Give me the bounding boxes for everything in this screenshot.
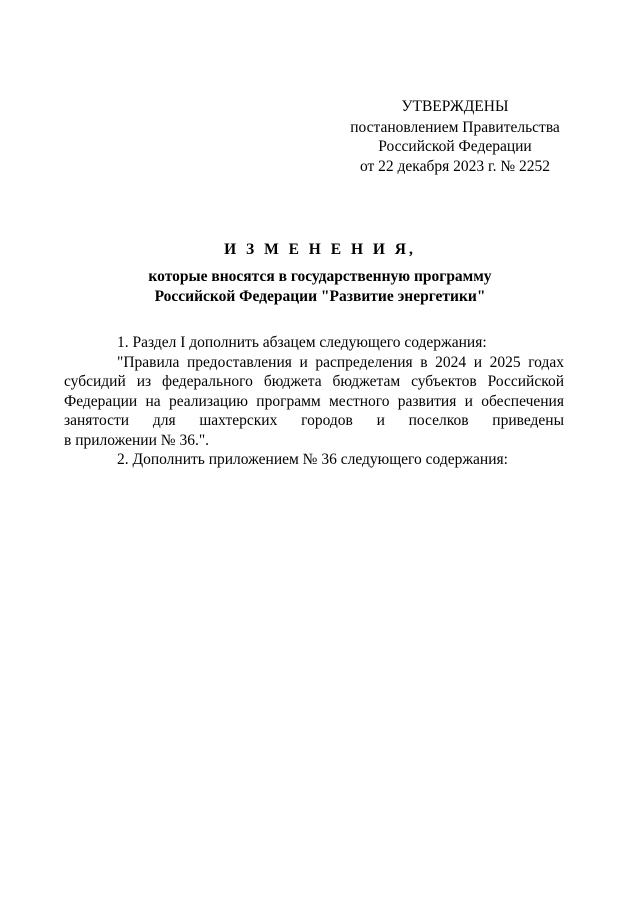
approval-heading: УТВЕРЖДЕНЫ [401,98,509,115]
document-title: И З М Е Н Е Н И Я, [224,241,416,258]
approval-block [340,97,570,176]
approval-line-2: Российской Федерации [378,138,532,155]
approval-line-1: постановлением Правительства [350,118,560,136]
document-body [64,333,564,470]
paragraph-quote-part-1: "Правила предоставления и распределения в 2024 и 2025 годах субсидий из федерального бюджета бюджетам субъектов Российской Федерации на реализацию программ местного развития и обеспечения занятости для шахтерских городов и поселков приведены [64,353,564,429]
document-subtitle [64,267,576,306]
paragraph-item-2: 2. Дополнить приложением № 36 следующего содержания: [117,451,508,468]
approval-line-3: от 22 декабря 2023 г. № 2252 [359,157,551,175]
paragraph-quote-part-2: в приложении № 36.". [64,431,210,449]
subtitle-line-2: Российской Федерации "Развитие энергетики" [154,287,486,305]
subtitle-line-1: которые вносятся в государственную программу [148,268,492,285]
paragraph-item-1: 1. Раздел I дополнить абзацем следующего содержания: [117,334,487,351]
